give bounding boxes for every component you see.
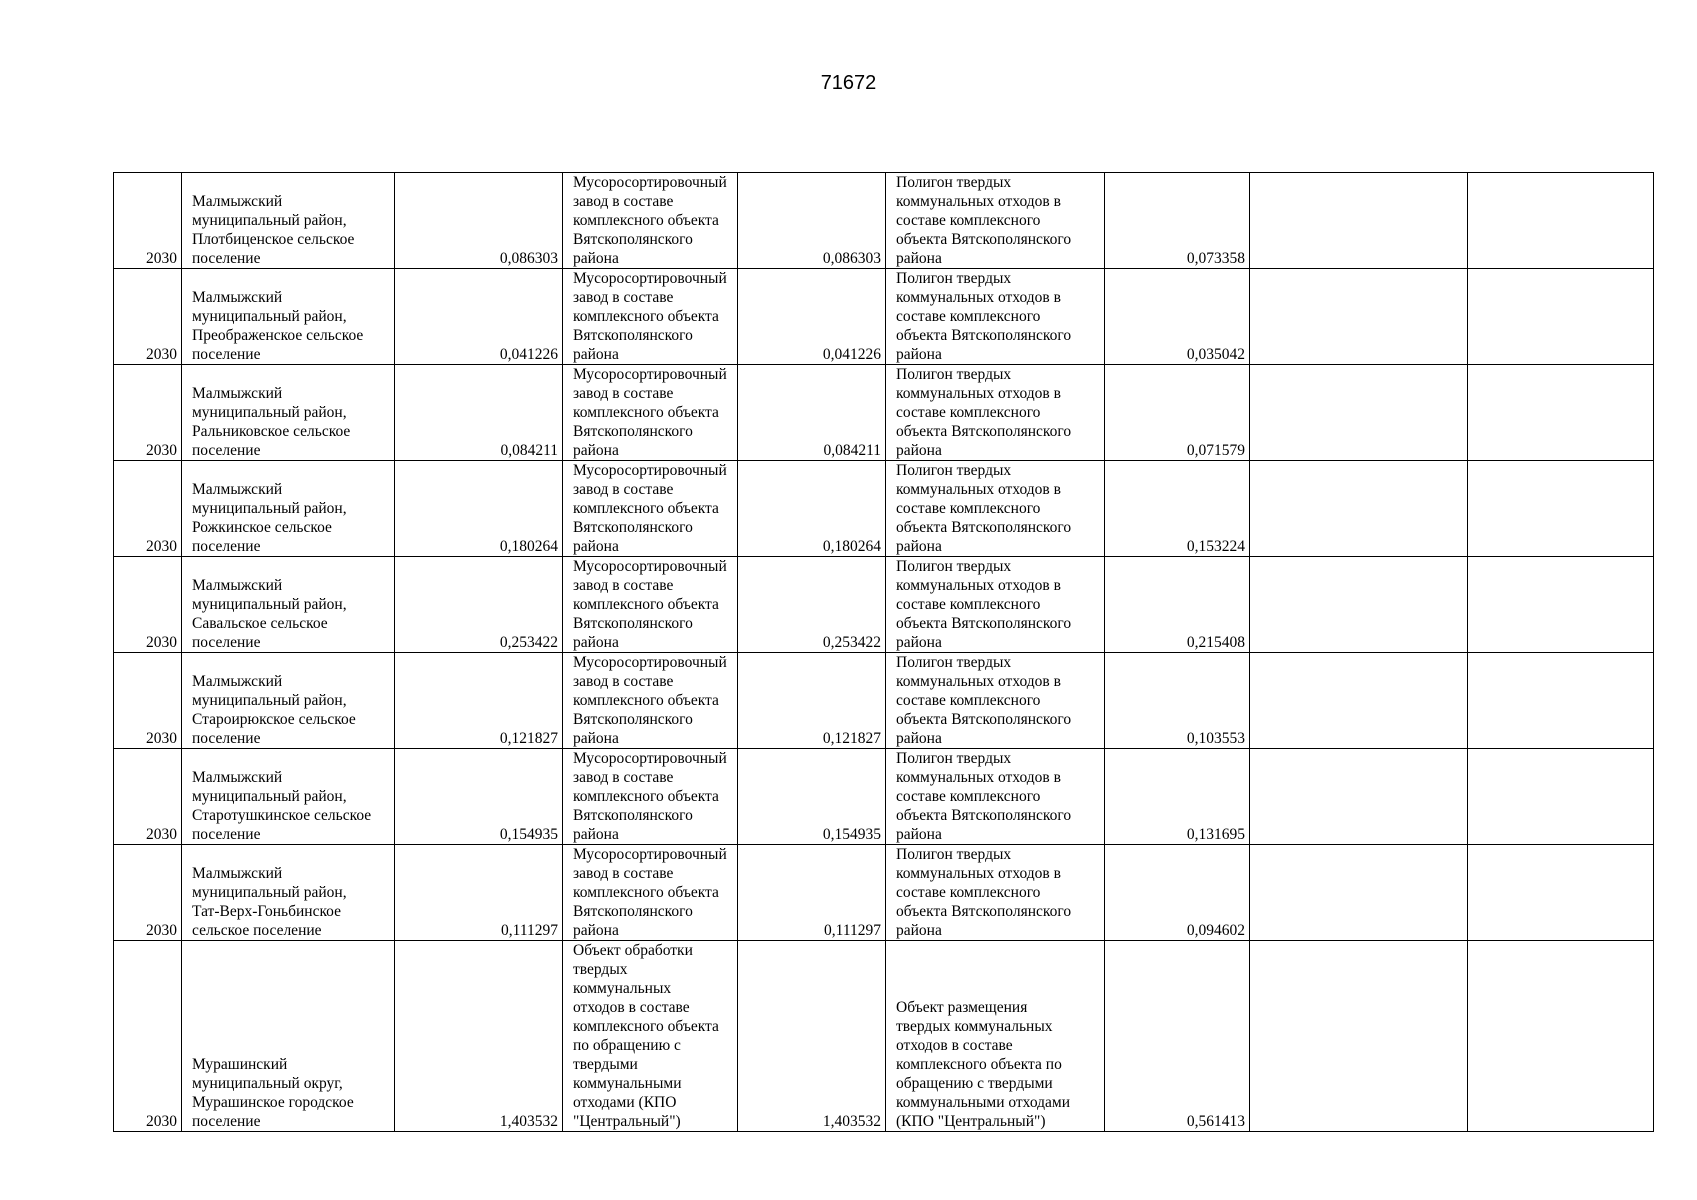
empty-cell bbox=[1468, 749, 1654, 845]
empty-cell bbox=[1250, 269, 1468, 365]
disposal-facility-cell-line: составе комплексного bbox=[896, 692, 1041, 709]
empty-cell bbox=[1250, 461, 1468, 557]
mass-processed-cell: 0,041226 bbox=[738, 269, 886, 365]
disposal-facility-cell bbox=[886, 269, 1105, 365]
table-row bbox=[114, 365, 1654, 461]
disposal-facility-cell-line: района bbox=[896, 922, 942, 939]
mass-generated-cell: 0,086303 bbox=[395, 173, 563, 269]
disposal-facility-cell-line: объекта Вятскополянского bbox=[896, 327, 1072, 344]
year-cell: 2030 bbox=[114, 845, 182, 941]
processing-facility-cell-line: Мусоросортировочный bbox=[573, 366, 727, 383]
mass-generated-cell: 0,041226 bbox=[395, 269, 563, 365]
territory-cell-line: поселение bbox=[192, 442, 261, 459]
processing-facility-cell-line: завод в составе bbox=[573, 673, 674, 690]
disposal-facility-cell bbox=[886, 173, 1105, 269]
processing-facility-cell bbox=[563, 557, 738, 653]
mass-processed-cell: 0,154935 bbox=[738, 749, 886, 845]
mass-disposed-cell: 0,035042 bbox=[1105, 269, 1250, 365]
disposal-facility-cell-line: коммунальных отходов в bbox=[896, 769, 1061, 786]
processing-facility-cell-line: Мусоросортировочный bbox=[573, 654, 727, 671]
mass-disposed-cell: 0,071579 bbox=[1105, 365, 1250, 461]
processing-facility-cell-line: завод в составе bbox=[573, 481, 674, 498]
disposal-facility-cell bbox=[886, 941, 1105, 1132]
empty-cell bbox=[1468, 269, 1654, 365]
disposal-facility-cell-line: составе комплексного bbox=[896, 788, 1041, 805]
disposal-facility-cell bbox=[886, 845, 1105, 941]
disposal-facility-cell-line: коммунальных отходов в bbox=[896, 481, 1061, 498]
disposal-facility-cell-line: составе комплексного bbox=[896, 404, 1041, 421]
territory-cell-line: Савальское сельское bbox=[192, 615, 328, 632]
table-body bbox=[114, 173, 1654, 1132]
disposal-facility-cell-line: объекта Вятскополянского bbox=[896, 807, 1072, 824]
empty-cell bbox=[1468, 461, 1654, 557]
disposal-facility-cell-line: отходов в составе bbox=[896, 1037, 1013, 1054]
year-cell: 2030 bbox=[114, 557, 182, 653]
territory-cell-line: поселение bbox=[192, 346, 261, 363]
empty-cell bbox=[1250, 653, 1468, 749]
territory-cell-line: Старотушкинское сельское bbox=[192, 807, 372, 824]
territory-cell-line: Малмыжский bbox=[192, 481, 283, 498]
processing-facility-cell-line: Вятскополянского bbox=[573, 519, 693, 536]
processing-facility-cell-line: комплексного объекта bbox=[573, 692, 719, 709]
processing-facility-cell-line: завод в составе bbox=[573, 289, 674, 306]
processing-facility-cell-line: Вятскополянского bbox=[573, 423, 693, 440]
territory-cell-line: муниципальный район, bbox=[192, 404, 347, 421]
processing-facility-cell-line: района bbox=[573, 538, 619, 555]
territory-cell-line: Малмыжский bbox=[192, 385, 283, 402]
disposal-facility-cell-line: Объект размещения bbox=[896, 999, 1028, 1016]
territory-cell-line: поселение bbox=[192, 826, 261, 843]
processing-facility-cell-line: Мусоросортировочный bbox=[573, 270, 727, 287]
processing-facility-cell-line: завод в составе bbox=[573, 769, 674, 786]
territory-cell-line: Малмыжский bbox=[192, 673, 283, 690]
empty-cell bbox=[1250, 173, 1468, 269]
territory-cell-line: муниципальный район, bbox=[192, 212, 347, 229]
year-cell: 2030 bbox=[114, 269, 182, 365]
territory-cell-line: поселение bbox=[192, 1113, 261, 1130]
disposal-facility-cell-line: комплексного объекта по bbox=[896, 1056, 1062, 1073]
disposal-facility-cell bbox=[886, 365, 1105, 461]
processing-facility-cell bbox=[563, 941, 738, 1132]
disposal-facility-cell-line: района bbox=[896, 730, 942, 747]
processing-facility-cell-line: Мусоросортировочный bbox=[573, 462, 727, 479]
processing-facility-cell-line: по обращению с bbox=[573, 1037, 681, 1054]
territory-cell bbox=[182, 365, 395, 461]
table-row bbox=[114, 269, 1654, 365]
disposal-facility-cell-line: твердых коммунальных bbox=[896, 1018, 1053, 1035]
mass-generated-cell: 0,111297 bbox=[395, 845, 563, 941]
mass-processed-cell: 0,084211 bbox=[738, 365, 886, 461]
disposal-facility-cell-line: Полигон твердых bbox=[896, 654, 1012, 671]
table-row bbox=[114, 941, 1654, 1132]
processing-facility-cell-line: района bbox=[573, 826, 619, 843]
territory-cell-line: Малмыжский bbox=[192, 865, 283, 882]
territory-cell-line: Плотбиценское сельское bbox=[192, 231, 355, 248]
processing-facility-cell-line: Мусоросортировочный bbox=[573, 558, 727, 575]
year-cell: 2030 bbox=[114, 749, 182, 845]
mass-disposed-cell: 0,103553 bbox=[1105, 653, 1250, 749]
territory-cell-line: Малмыжский bbox=[192, 289, 283, 306]
year-cell: 2030 bbox=[114, 461, 182, 557]
processing-facility-cell-line: комплексного объекта bbox=[573, 788, 719, 805]
disposal-facility-cell-line: района bbox=[896, 442, 942, 459]
empty-cell bbox=[1468, 653, 1654, 749]
processing-facility-cell-line: отходами (КПО bbox=[573, 1094, 677, 1111]
mass-disposed-cell: 0,131695 bbox=[1105, 749, 1250, 845]
territory-cell-line: Малмыжский bbox=[192, 193, 283, 210]
empty-cell bbox=[1250, 365, 1468, 461]
processing-facility-cell-line: района bbox=[573, 730, 619, 747]
territory-cell bbox=[182, 653, 395, 749]
disposal-facility-cell-line: Полигон твердых bbox=[896, 750, 1012, 767]
processing-facility-cell-line: комплексного объекта bbox=[573, 308, 719, 325]
processing-facility-cell-line: Вятскополянского bbox=[573, 231, 693, 248]
processing-facility-cell-line: района bbox=[573, 250, 619, 267]
territory-cell-line: муниципальный район, bbox=[192, 884, 347, 901]
processing-facility-cell-line: завод в составе bbox=[573, 577, 674, 594]
territory-cell-line: поселение bbox=[192, 730, 261, 747]
disposal-facility-cell bbox=[886, 557, 1105, 653]
territory-cell-line: муниципальный район, bbox=[192, 788, 347, 805]
territory-cell-line: муниципальный округ, bbox=[192, 1075, 343, 1092]
mass-generated-cell: 0,084211 bbox=[395, 365, 563, 461]
processing-facility-cell-line: района bbox=[573, 442, 619, 459]
mass-generated-cell: 0,121827 bbox=[395, 653, 563, 749]
disposal-facility-cell-line: составе комплексного bbox=[896, 596, 1041, 613]
disposal-facility-cell-line: обращению с твердыми bbox=[896, 1075, 1053, 1092]
processing-facility-cell-line: района bbox=[573, 346, 619, 363]
empty-cell bbox=[1250, 941, 1468, 1132]
disposal-facility-cell-line: объекта Вятскополянского bbox=[896, 423, 1072, 440]
territory-cell-line: Рожкинское сельское bbox=[192, 519, 332, 536]
territory-cell-line: Мурашинский bbox=[192, 1056, 288, 1073]
disposal-facility-cell-line: объекта Вятскополянского bbox=[896, 615, 1072, 632]
processing-facility-cell-line: Вятскополянского bbox=[573, 807, 693, 824]
mass-generated-cell: 1,403532 bbox=[395, 941, 563, 1132]
disposal-facility-cell-line: объекта Вятскополянского bbox=[896, 519, 1072, 536]
disposal-facility-cell bbox=[886, 749, 1105, 845]
processing-facility-cell-line: комплексного объекта bbox=[573, 1018, 719, 1035]
disposal-facility-cell-line: Полигон твердых bbox=[896, 366, 1012, 383]
territory-cell-line: сельское поселение bbox=[192, 922, 322, 939]
processing-facility-cell-line: Мусоросортировочный bbox=[573, 174, 727, 191]
disposal-facility-cell-line: коммунальных отходов в bbox=[896, 193, 1061, 210]
processing-facility-cell bbox=[563, 653, 738, 749]
table-row bbox=[114, 557, 1654, 653]
processing-facility-cell bbox=[563, 173, 738, 269]
mass-processed-cell: 0,086303 bbox=[738, 173, 886, 269]
processing-facility-cell-line: комплексного объекта bbox=[573, 500, 719, 517]
territory-cell-line: Староирюкское сельское bbox=[192, 711, 356, 728]
territory-cell bbox=[182, 557, 395, 653]
processing-facility-cell-line: коммунальными bbox=[573, 1075, 682, 1092]
processing-facility-cell-line: Объект обработки bbox=[573, 942, 693, 959]
empty-cell bbox=[1468, 941, 1654, 1132]
disposal-facility-cell-line: района bbox=[896, 250, 942, 267]
disposal-facility-cell-line: района bbox=[896, 346, 942, 363]
disposal-facility-cell-line: района bbox=[896, 538, 942, 555]
territory-cell-line: муниципальный район, bbox=[192, 308, 347, 325]
disposal-facility-cell-line: Полигон твердых bbox=[896, 270, 1012, 287]
mass-generated-cell: 0,253422 bbox=[395, 557, 563, 653]
mass-processed-cell: 1,403532 bbox=[738, 941, 886, 1132]
processing-facility-cell-line: района bbox=[573, 922, 619, 939]
disposal-facility-cell-line: Полигон твердых bbox=[896, 174, 1012, 191]
mass-disposed-cell: 0,561413 bbox=[1105, 941, 1250, 1132]
territory-cell-line: Преображенское сельское bbox=[192, 327, 364, 344]
mass-generated-cell: 0,180264 bbox=[395, 461, 563, 557]
territory-cell-line: муниципальный район, bbox=[192, 692, 347, 709]
empty-cell bbox=[1250, 557, 1468, 653]
disposal-facility-cell bbox=[886, 461, 1105, 557]
mass-disposed-cell: 0,094602 bbox=[1105, 845, 1250, 941]
processing-facility-cell-line: "Центральный") bbox=[573, 1113, 681, 1130]
processing-facility-cell bbox=[563, 365, 738, 461]
disposal-facility-cell-line: района bbox=[896, 634, 942, 651]
processing-facility-cell-line: твердыми bbox=[573, 1056, 638, 1073]
territory-cell-line: поселение bbox=[192, 634, 261, 651]
territory-cell-line: поселение bbox=[192, 250, 261, 267]
processing-facility-cell-line: района bbox=[573, 634, 619, 651]
empty-cell bbox=[1250, 749, 1468, 845]
processing-facility-cell-line: комплексного объекта bbox=[573, 884, 719, 901]
disposal-facility-cell-line: (КПО "Центральный") bbox=[896, 1113, 1046, 1130]
mass-processed-cell: 0,180264 bbox=[738, 461, 886, 557]
disposal-facility-cell-line: составе комплексного bbox=[896, 884, 1041, 901]
processing-facility-cell-line: Мусоросортировочный bbox=[573, 846, 727, 863]
table-row bbox=[114, 461, 1654, 557]
disposal-facility-cell-line: коммунальных отходов в bbox=[896, 385, 1061, 402]
processing-facility-cell-line: Вятскополянского bbox=[573, 327, 693, 344]
table-row bbox=[114, 653, 1654, 749]
processing-facility-cell-line: Вятскополянского bbox=[573, 903, 693, 920]
processing-facility-cell-line: Вятскополянского bbox=[573, 711, 693, 728]
empty-cell bbox=[1468, 845, 1654, 941]
territory-cell bbox=[182, 269, 395, 365]
empty-cell bbox=[1468, 173, 1654, 269]
territory-cell-line: Мурашинское городское bbox=[192, 1094, 354, 1111]
processing-facility-cell-line: завод в составе bbox=[573, 193, 674, 210]
disposal-facility-cell-line: объекта Вятскополянского bbox=[896, 903, 1072, 920]
waste-flow-table bbox=[113, 172, 1654, 1132]
disposal-facility-cell-line: составе комплексного bbox=[896, 500, 1041, 517]
processing-facility-cell bbox=[563, 461, 738, 557]
territory-cell-line: Малмыжский bbox=[192, 577, 283, 594]
territory-cell-line: Тат-Верх-Гоньбинское bbox=[192, 903, 342, 920]
disposal-facility-cell-line: Полигон твердых bbox=[896, 846, 1012, 863]
processing-facility-cell bbox=[563, 749, 738, 845]
disposal-facility-cell bbox=[886, 653, 1105, 749]
processing-facility-cell-line: завод в составе bbox=[573, 865, 674, 882]
empty-cell bbox=[1468, 557, 1654, 653]
table-row bbox=[114, 749, 1654, 845]
territory-cell bbox=[182, 173, 395, 269]
disposal-facility-cell-line: района bbox=[896, 826, 942, 843]
table-row bbox=[114, 845, 1654, 941]
disposal-facility-cell-line: Полигон твердых bbox=[896, 462, 1012, 479]
disposal-facility-cell-line: коммунальных отходов в bbox=[896, 577, 1061, 594]
processing-facility-cell-line: отходов в составе bbox=[573, 999, 690, 1016]
year-cell: 2030 bbox=[114, 941, 182, 1132]
processing-facility-cell-line: комплексного объекта bbox=[573, 596, 719, 613]
territory-cell-line: Малмыжский bbox=[192, 769, 283, 786]
mass-generated-cell: 0,154935 bbox=[395, 749, 563, 845]
mass-disposed-cell: 0,153224 bbox=[1105, 461, 1250, 557]
processing-facility-cell-line: Вятскополянского bbox=[573, 615, 693, 632]
territory-cell-line: муниципальный район, bbox=[192, 500, 347, 517]
processing-facility-cell-line: комплексного объекта bbox=[573, 404, 719, 421]
territory-cell bbox=[182, 845, 395, 941]
disposal-facility-cell-line: Полигон твердых bbox=[896, 558, 1012, 575]
disposal-facility-cell-line: коммунальных отходов в bbox=[896, 673, 1061, 690]
page-number: 71672 bbox=[820, 72, 877, 94]
territory-cell bbox=[182, 461, 395, 557]
processing-facility-cell bbox=[563, 845, 738, 941]
mass-processed-cell: 0,111297 bbox=[738, 845, 886, 941]
territory-cell-line: поселение bbox=[192, 538, 261, 555]
year-cell: 2030 bbox=[114, 653, 182, 749]
territory-cell-line: Ральниковское сельское bbox=[192, 423, 351, 440]
processing-facility-cell-line: завод в составе bbox=[573, 385, 674, 402]
disposal-facility-cell-line: объекта Вятскополянского bbox=[896, 711, 1072, 728]
empty-cell bbox=[1468, 365, 1654, 461]
mass-processed-cell: 0,253422 bbox=[738, 557, 886, 653]
disposal-facility-cell-line: коммунальных отходов в bbox=[896, 289, 1061, 306]
territory-cell-line: муниципальный район, bbox=[192, 596, 347, 613]
empty-cell bbox=[1250, 845, 1468, 941]
processing-facility-cell-line: Мусоросортировочный bbox=[573, 750, 727, 767]
disposal-facility-cell-line: составе комплексного bbox=[896, 212, 1041, 229]
year-cell: 2030 bbox=[114, 173, 182, 269]
disposal-facility-cell-line: объекта Вятскополянского bbox=[896, 231, 1072, 248]
disposal-facility-cell-line: коммунальными отходами bbox=[896, 1094, 1071, 1111]
processing-facility-cell-line: комплексного объекта bbox=[573, 212, 719, 229]
year-cell: 2030 bbox=[114, 365, 182, 461]
processing-facility-cell bbox=[563, 269, 738, 365]
territory-cell bbox=[182, 941, 395, 1132]
processing-facility-cell-line: коммунальных bbox=[573, 980, 672, 997]
processing-facility-cell-line: твердых bbox=[573, 961, 628, 978]
mass-disposed-cell: 0,215408 bbox=[1105, 557, 1250, 653]
territory-cell bbox=[182, 749, 395, 845]
disposal-facility-cell-line: составе комплексного bbox=[896, 308, 1041, 325]
table-row bbox=[114, 173, 1654, 269]
mass-processed-cell: 0,121827 bbox=[738, 653, 886, 749]
disposal-facility-cell-line: коммунальных отходов в bbox=[896, 865, 1061, 882]
mass-disposed-cell: 0,073358 bbox=[1105, 173, 1250, 269]
